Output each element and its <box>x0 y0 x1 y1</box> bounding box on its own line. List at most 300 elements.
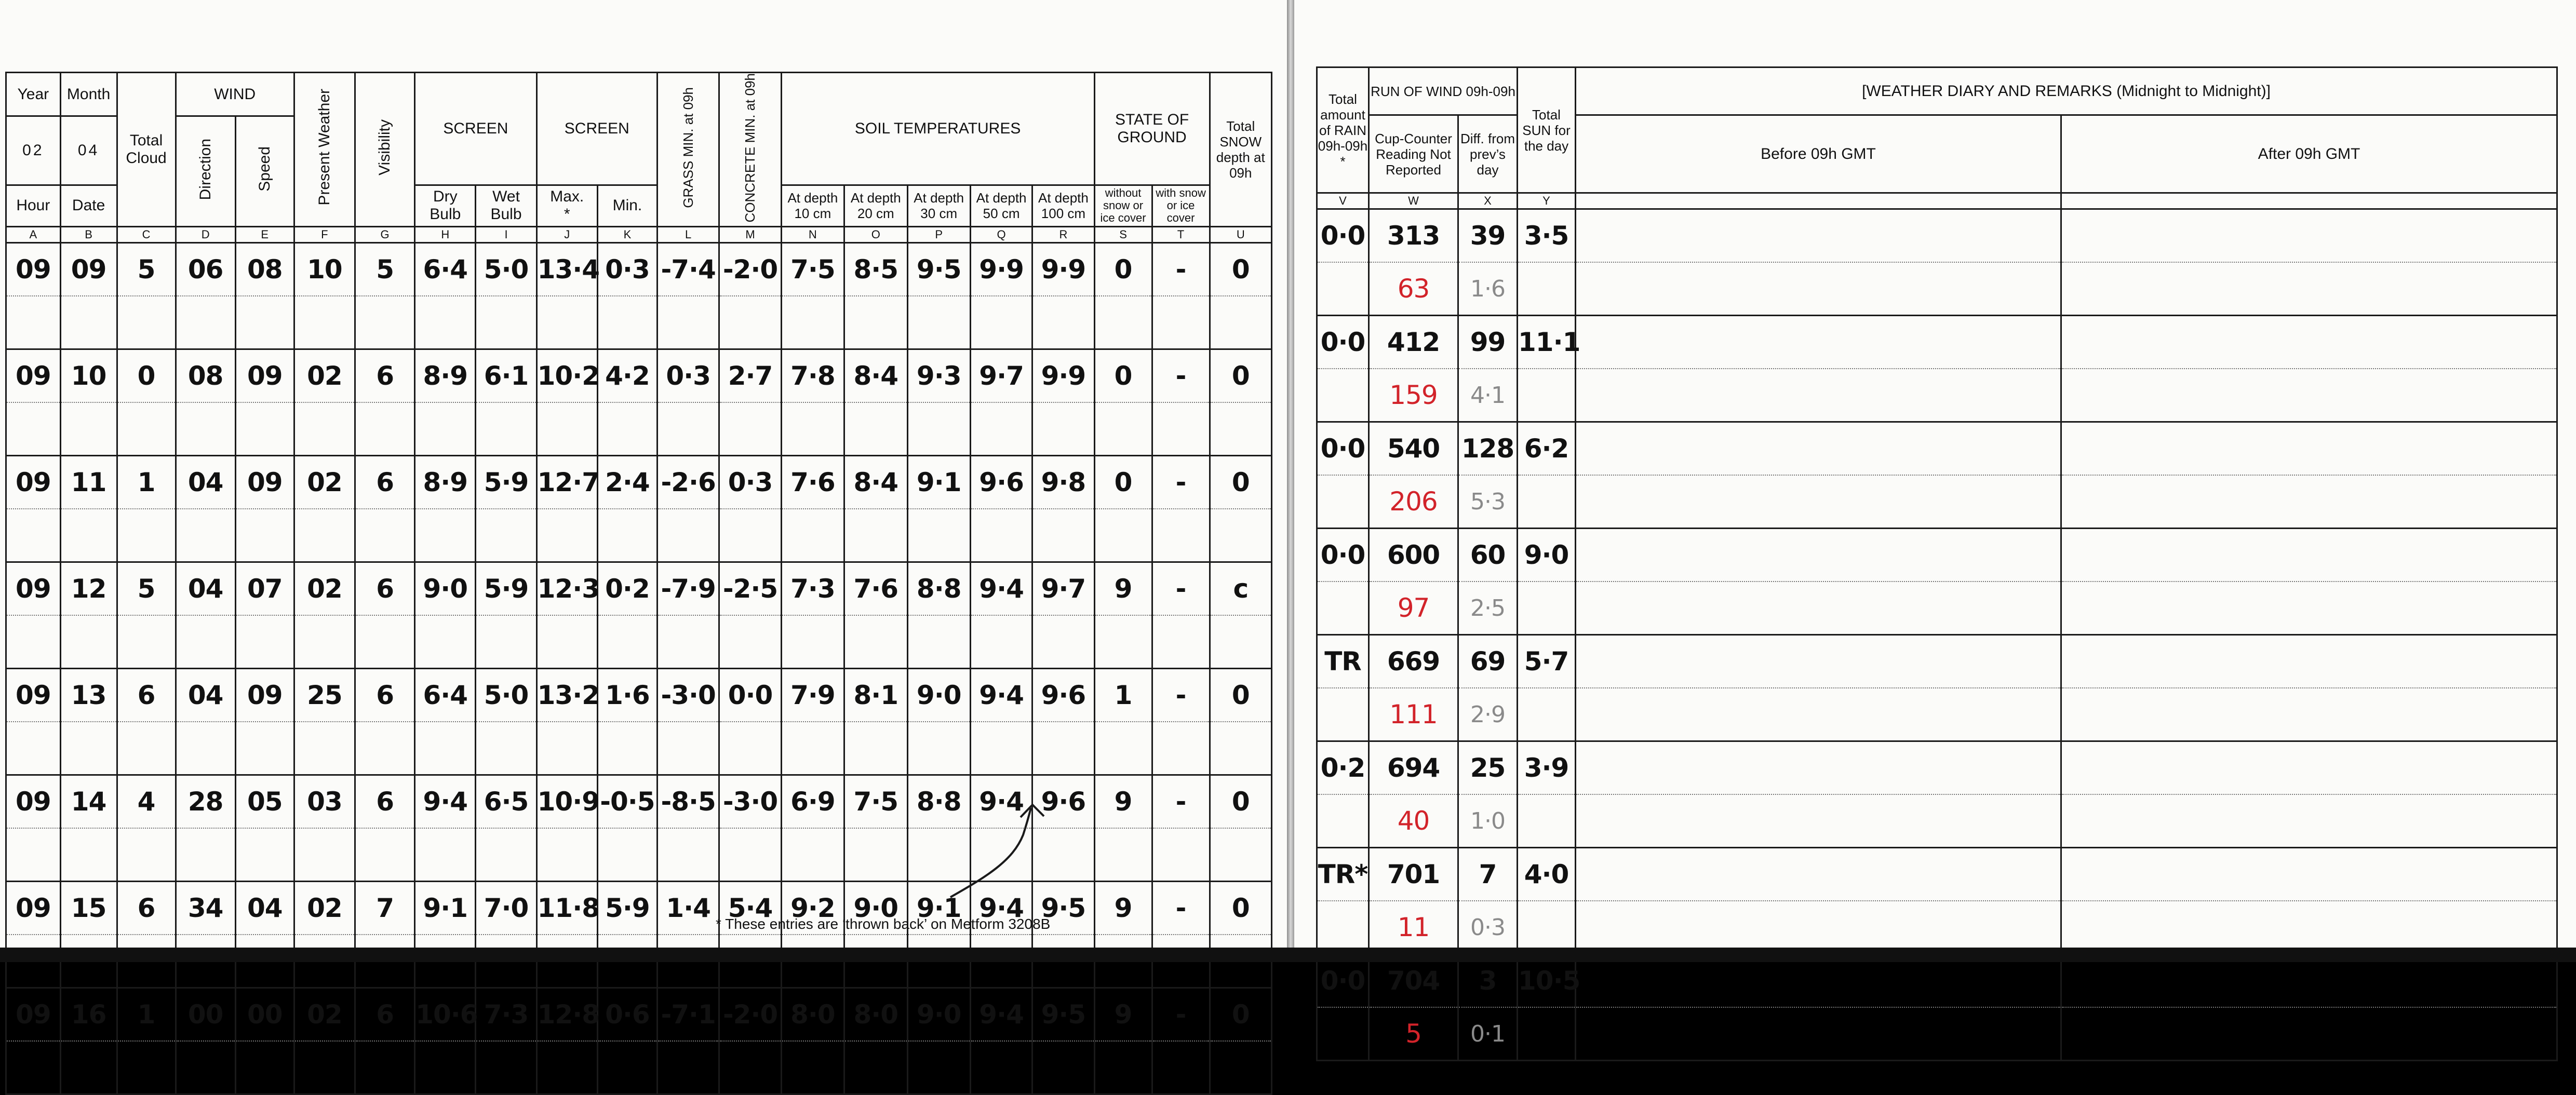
observation-cell: 9·2 <box>781 881 844 935</box>
blank-cell <box>60 509 117 562</box>
observation-cell: 6 <box>355 988 415 1041</box>
cup-counter-red-cell: 206 <box>1369 475 1458 529</box>
observation-cell: - <box>1152 242 1210 296</box>
blank-cell <box>415 1041 476 1094</box>
rain-cell: TR <box>1317 635 1369 688</box>
total-rain-header: Total amount of RAIN 09h-09h * <box>1317 67 1369 193</box>
blank-cell <box>60 615 117 669</box>
blank-cell <box>1210 509 1271 562</box>
observation-cell: 6 <box>117 881 176 935</box>
observation-cell: 15 <box>60 881 117 935</box>
column-letter-y: Y <box>1518 193 1576 209</box>
blank-cell <box>658 296 719 349</box>
diary-after-cell <box>2061 741 2557 795</box>
min-header: Min. <box>597 185 657 226</box>
blank-cell <box>476 615 536 669</box>
observation-cell: 08 <box>235 242 294 296</box>
blank-cell <box>235 1041 294 1094</box>
blank-cell <box>907 615 970 669</box>
concrete-min-header: CONCRETE MIN. at 09h <box>719 73 781 227</box>
observation-cell: 10·2 <box>536 349 597 402</box>
observation-row <box>6 455 1272 509</box>
blank-cell <box>907 1041 970 1094</box>
blank-cell <box>294 296 355 349</box>
observation-cell: 8·4 <box>844 349 907 402</box>
blank-cell <box>658 615 719 669</box>
total-cloud-header: Total Cloud <box>117 73 176 227</box>
blank-cell <box>60 296 117 349</box>
blank-cell <box>6 722 61 775</box>
blank-cell <box>355 296 415 349</box>
sun-blank-cell <box>1518 262 1576 316</box>
rain-cell: 0·0 <box>1317 209 1369 263</box>
column-letter-c: C <box>117 226 176 242</box>
observation-cell: - <box>1152 668 1210 722</box>
diary-after-cell <box>2061 582 2557 635</box>
diary-after-cell <box>2061 209 2557 263</box>
diary-after-cell <box>2061 901 2557 954</box>
cup-counter-cell: 540 <box>1369 422 1458 476</box>
diary-after-cell <box>2061 635 2557 688</box>
blank-cell <box>1032 402 1094 456</box>
blank-cell <box>907 296 970 349</box>
observation-cell: 13·2 <box>536 668 597 722</box>
observation-cell: 16 <box>60 988 117 1041</box>
diff-pencil-cell: 1·0 <box>1458 794 1518 848</box>
cup-counter-red-cell: 63 <box>1369 262 1458 316</box>
observation-cell: 9·0 <box>907 668 970 722</box>
sun-blank-cell <box>1518 794 1576 848</box>
blank-cell <box>658 509 719 562</box>
observation-cell: 9·4 <box>415 775 476 828</box>
right-column-letters-row <box>1317 193 2557 209</box>
blank-cell <box>60 402 117 456</box>
cup-counter-header: Cup-Counter Reading Not Reported <box>1369 115 1458 193</box>
sun-blank-cell <box>1518 369 1576 422</box>
blank-cell <box>6 1041 61 1094</box>
cup-counter-cell: 669 <box>1369 635 1458 688</box>
observation-cell: 5 <box>117 562 176 615</box>
observation-cell: 09 <box>235 455 294 509</box>
cup-counter-red-cell: 5 <box>1369 1007 1458 1061</box>
blank-cell <box>1094 296 1152 349</box>
observation-cell: 8·5 <box>844 242 907 296</box>
blank-cell <box>1210 722 1271 775</box>
blank-cell <box>844 615 907 669</box>
month-header: Month <box>60 73 117 116</box>
cup-counter-cell: 694 <box>1369 741 1458 795</box>
cup-counter-red-cell: 111 <box>1369 688 1458 741</box>
observation-cell: 6·4 <box>415 668 476 722</box>
scan-edge <box>0 948 2576 962</box>
sun-blank-cell <box>1518 582 1576 635</box>
observation-row <box>6 668 1272 722</box>
before-09h-header: Before 09h GMT <box>1576 115 2061 193</box>
blank-cell <box>1032 509 1094 562</box>
observation-cell: 9·3 <box>907 349 970 402</box>
blank-cell <box>476 402 536 456</box>
observation-cell: 6 <box>355 562 415 615</box>
observation-cell: 0·0 <box>719 668 781 722</box>
rain-cell: 0·0 <box>1317 954 1369 1008</box>
diff-pencil-cell: 0·1 <box>1458 1007 1518 1061</box>
observation-cell: 04 <box>176 455 235 509</box>
observation-cell: 4 <box>117 775 176 828</box>
rain-blank-cell <box>1317 794 1369 848</box>
diary-after-cell <box>2061 422 2557 476</box>
wind-speed-header: Speed <box>235 116 294 227</box>
observation-cell: 9 <box>1094 775 1152 828</box>
observation-cell: 02 <box>294 349 355 402</box>
blank-cell <box>536 402 597 456</box>
diary-before-cell <box>1576 741 2061 795</box>
observation-cell: 00 <box>176 988 235 1041</box>
diff-prev-cell: 69 <box>1458 635 1518 688</box>
blank-row <box>6 722 1272 775</box>
cup-counter-cell: 701 <box>1369 848 1458 901</box>
blank-cell <box>1152 509 1210 562</box>
blank-cell <box>1094 402 1152 456</box>
observation-cell: 09 <box>6 242 61 296</box>
blank-cell <box>597 722 657 775</box>
blank-cell <box>1152 615 1210 669</box>
observation-cell: 05 <box>235 775 294 828</box>
diff-prev-cell: 60 <box>1458 529 1518 582</box>
blank-cell <box>1094 615 1152 669</box>
blank-cell <box>970 402 1032 456</box>
diary-after-cell <box>2061 848 2557 901</box>
observation-cell: 9·6 <box>970 455 1032 509</box>
blank-cell <box>970 1041 1032 1094</box>
observation-cell: 7 <box>355 881 415 935</box>
blank-cell <box>415 615 476 669</box>
observation-cell: 0·3 <box>658 349 719 402</box>
blank-cell <box>1032 722 1094 775</box>
blank-cell <box>1152 402 1210 456</box>
diff-prev-cell: 99 <box>1458 316 1518 369</box>
observation-cell: 6 <box>355 775 415 828</box>
blank-cell <box>355 828 415 882</box>
observation-cell: 12·3 <box>536 562 597 615</box>
diff-prev-cell: 3 <box>1458 954 1518 1008</box>
blank-cell <box>294 1041 355 1094</box>
blank-cell <box>1094 509 1152 562</box>
observation-cell: 0·3 <box>597 242 657 296</box>
observation-cell: 9·0 <box>415 562 476 615</box>
blank-cell <box>117 722 176 775</box>
observation-row <box>6 242 1272 296</box>
observation-cell: 2·4 <box>597 455 657 509</box>
blank-cell <box>294 402 355 456</box>
blank-row <box>6 402 1272 456</box>
observation-cell: 1·6 <box>597 668 657 722</box>
sun-cell: 4·0 <box>1518 848 1576 901</box>
rain-blank-cell <box>1317 369 1369 422</box>
blank-cell <box>658 722 719 775</box>
diff-pencil-cell: 0·3 <box>1458 901 1518 954</box>
blank-cell <box>415 722 476 775</box>
diary-before-cell <box>1576 635 2061 688</box>
observation-cell: 8·4 <box>844 455 907 509</box>
diff-prev-cell: 128 <box>1458 422 1518 476</box>
rain-blank-cell <box>1317 688 1369 741</box>
column-letter-x: X <box>1458 193 1518 209</box>
observation-cell: -3·0 <box>658 668 719 722</box>
observation-row <box>6 988 1272 1041</box>
observation-cell: 08 <box>176 349 235 402</box>
blank-cell <box>658 1041 719 1094</box>
blank-cell <box>476 828 536 882</box>
column-letter-p: P <box>907 226 970 242</box>
blank-cell <box>235 509 294 562</box>
blank-cell <box>476 722 536 775</box>
wind-run-row <box>1317 741 2557 795</box>
cup-counter-cell: 600 <box>1369 529 1458 582</box>
diary-after-cell <box>2061 262 2557 316</box>
observation-cell: 9·1 <box>907 881 970 935</box>
observation-cell: 9·4 <box>970 668 1032 722</box>
diary-before-cell <box>1576 901 2061 954</box>
blank-cell <box>1210 402 1271 456</box>
observation-cell: 11·8 <box>536 881 597 935</box>
footnote: * These entries are ‘thrown back’ on Metform 3208B <box>716 916 1051 932</box>
observations-body <box>6 242 1272 1094</box>
observation-cell: 8·8 <box>907 562 970 615</box>
observation-cell: 0 <box>1210 988 1271 1041</box>
column-letter-m: M <box>719 226 781 242</box>
blank-cell <box>176 828 235 882</box>
blank-cell <box>415 828 476 882</box>
run-of-wind-header: RUN OF WIND 09h-09h <box>1369 67 1518 115</box>
observation-cell: -0·5 <box>597 775 657 828</box>
column-letter-f: F <box>294 226 355 242</box>
observation-cell: 0 <box>1210 881 1271 935</box>
soil-30cm-header: At depth 30 cm <box>907 185 970 226</box>
soil-10cm-header: At depth 10 cm <box>781 185 844 226</box>
observation-cell: 10 <box>60 349 117 402</box>
blank-cell <box>970 722 1032 775</box>
year-value: 02 <box>6 116 61 185</box>
diary-before-cell <box>1576 1007 2061 1061</box>
observation-cell: - <box>1152 349 1210 402</box>
diff-pencil-cell: 2·5 <box>1458 582 1518 635</box>
observation-row <box>6 881 1272 935</box>
blank-cell <box>658 402 719 456</box>
sun-cell: 11·1 <box>1518 316 1576 369</box>
observation-cell: 8·0 <box>781 988 844 1041</box>
observation-cell: 4·2 <box>597 349 657 402</box>
observation-cell: 03 <box>294 775 355 828</box>
observation-cell: -7·4 <box>658 242 719 296</box>
column-letter-r: R <box>1032 226 1094 242</box>
total-snow-header: Total SNOW depth at 09h <box>1210 73 1271 227</box>
observation-cell: 5·9 <box>476 455 536 509</box>
without-snow-header: without snow or ice cover <box>1094 185 1152 226</box>
cup-counter-red-cell: 159 <box>1369 369 1458 422</box>
observation-cell: 34 <box>176 881 235 935</box>
observation-cell: 09 <box>235 349 294 402</box>
observation-cell: 9·5 <box>907 242 970 296</box>
observation-cell: -3·0 <box>719 775 781 828</box>
observation-cell: 6 <box>117 668 176 722</box>
rain-blank-cell <box>1317 475 1369 529</box>
blank-cell <box>355 615 415 669</box>
column-letter-blank <box>2061 193 2557 209</box>
wind-run-row <box>1317 529 2557 582</box>
blank-cell <box>719 722 781 775</box>
rain-cell: 0·0 <box>1317 529 1369 582</box>
hour-header: Hour <box>6 185 61 226</box>
column-letters-row <box>6 226 1272 242</box>
observation-cell: 02 <box>294 988 355 1041</box>
observation-cell: 00 <box>235 988 294 1041</box>
observation-cell: 0 <box>117 349 176 402</box>
wind-run-row <box>1317 422 2557 476</box>
wind-run-row <box>1317 316 2557 369</box>
observation-cell: 8·0 <box>844 988 907 1041</box>
wind-run-row <box>1317 848 2557 901</box>
observations-table <box>5 72 1272 1095</box>
column-letter-n: N <box>781 226 844 242</box>
observation-cell: -7·1 <box>658 988 719 1041</box>
observation-row <box>6 775 1272 828</box>
left-page <box>0 0 1287 1030</box>
observation-cell: 5·9 <box>597 881 657 935</box>
observation-cell: 09 <box>6 775 61 828</box>
blank-cell <box>117 615 176 669</box>
blank-cell <box>294 615 355 669</box>
blank-cell <box>844 509 907 562</box>
sun-blank-cell <box>1518 475 1576 529</box>
diary-after-cell <box>2061 475 2557 529</box>
observation-cell: 10 <box>294 242 355 296</box>
blank-cell <box>476 1041 536 1094</box>
blank-cell <box>235 296 294 349</box>
diary-before-cell <box>1576 529 2061 582</box>
wind-run-subrow <box>1317 475 2557 529</box>
blank-cell <box>844 402 907 456</box>
diary-before-cell <box>1576 582 2061 635</box>
blank-cell <box>719 1041 781 1094</box>
blank-row <box>6 509 1272 562</box>
cup-counter-red-cell: 11 <box>1369 901 1458 954</box>
observation-cell: 7·5 <box>781 242 844 296</box>
observation-cell: 02 <box>294 455 355 509</box>
blank-cell <box>781 828 844 882</box>
observation-cell: -2·0 <box>719 988 781 1041</box>
observation-cell: 10·6 <box>415 988 476 1041</box>
blank-cell <box>355 1041 415 1094</box>
blank-cell <box>355 402 415 456</box>
observation-cell: -2·5 <box>719 562 781 615</box>
blank-cell <box>6 615 61 669</box>
observation-cell: 9·7 <box>1032 562 1094 615</box>
blank-cell <box>1152 1041 1210 1094</box>
diary-before-cell <box>1576 316 2061 369</box>
blank-cell <box>970 509 1032 562</box>
observation-cell: 9·4 <box>970 881 1032 935</box>
diff-pencil-cell: 5·3 <box>1458 475 1518 529</box>
blank-cell <box>1210 615 1271 669</box>
blank-row <box>6 1041 1272 1094</box>
blank-cell <box>719 296 781 349</box>
soil-temperatures-header: SOIL TEMPERATURES <box>781 73 1094 185</box>
wind-header: WIND <box>176 73 294 116</box>
observation-cell: 5·0 <box>476 668 536 722</box>
observation-cell: 9·0 <box>844 881 907 935</box>
diff-prev-cell: 25 <box>1458 741 1518 795</box>
observation-cell: 9·9 <box>1032 349 1094 402</box>
blank-cell <box>355 509 415 562</box>
observation-cell: 5·9 <box>476 562 536 615</box>
observation-cell: 12·7 <box>536 455 597 509</box>
observation-cell: 5 <box>355 242 415 296</box>
observation-cell: 6·9 <box>781 775 844 828</box>
observation-cell: 9·6 <box>1032 775 1094 828</box>
observation-cell: 04 <box>176 562 235 615</box>
month-value: 04 <box>60 116 117 185</box>
observation-cell: -8·5 <box>658 775 719 828</box>
column-letter-w: W <box>1369 193 1458 209</box>
observation-cell: 8·9 <box>415 349 476 402</box>
observation-cell: 9 <box>1094 881 1152 935</box>
blank-cell <box>907 402 970 456</box>
observation-cell: 9·4 <box>970 562 1032 615</box>
observation-cell: 0 <box>1210 242 1271 296</box>
blank-cell <box>60 1041 117 1094</box>
blank-cell <box>355 722 415 775</box>
right-page <box>1294 0 2576 1049</box>
cup-counter-red-cell: 40 <box>1369 794 1458 848</box>
blank-cell <box>1210 828 1271 882</box>
observation-cell: 1 <box>117 988 176 1041</box>
blank-cell <box>719 615 781 669</box>
diary-before-cell <box>1576 262 2061 316</box>
observation-cell: 6·1 <box>476 349 536 402</box>
blank-cell <box>536 722 597 775</box>
sun-cell: 3·5 <box>1518 209 1576 263</box>
observation-cell: 8·8 <box>907 775 970 828</box>
soil-100cm-header: At depth 100 cm <box>1032 185 1094 226</box>
sun-blank-cell <box>1518 688 1576 741</box>
blank-cell <box>597 1041 657 1094</box>
observation-cell: 09 <box>6 668 61 722</box>
blank-cell <box>536 1041 597 1094</box>
blank-cell <box>597 615 657 669</box>
observation-cell: 9·0 <box>907 988 970 1041</box>
blank-cell <box>1152 296 1210 349</box>
column-letter-k: K <box>597 226 657 242</box>
observation-cell: 11 <box>60 455 117 509</box>
blank-cell <box>781 509 844 562</box>
column-letter-h: H <box>415 226 476 242</box>
date-header: Date <box>60 185 117 226</box>
blank-cell <box>781 615 844 669</box>
observation-cell: 12 <box>60 562 117 615</box>
book-spine <box>1287 0 1294 948</box>
blank-cell <box>476 509 536 562</box>
blank-cell <box>597 296 657 349</box>
observation-cell: 9·7 <box>970 349 1032 402</box>
blank-cell <box>658 828 719 882</box>
soil-20cm-header: At depth 20 cm <box>844 185 907 226</box>
blank-cell <box>719 402 781 456</box>
blank-cell <box>1094 1041 1152 1094</box>
observation-cell: 5·4 <box>719 881 781 935</box>
observation-cell: 0 <box>1210 775 1271 828</box>
observation-cell: 0 <box>1210 668 1271 722</box>
observation-cell: 2·7 <box>719 349 781 402</box>
